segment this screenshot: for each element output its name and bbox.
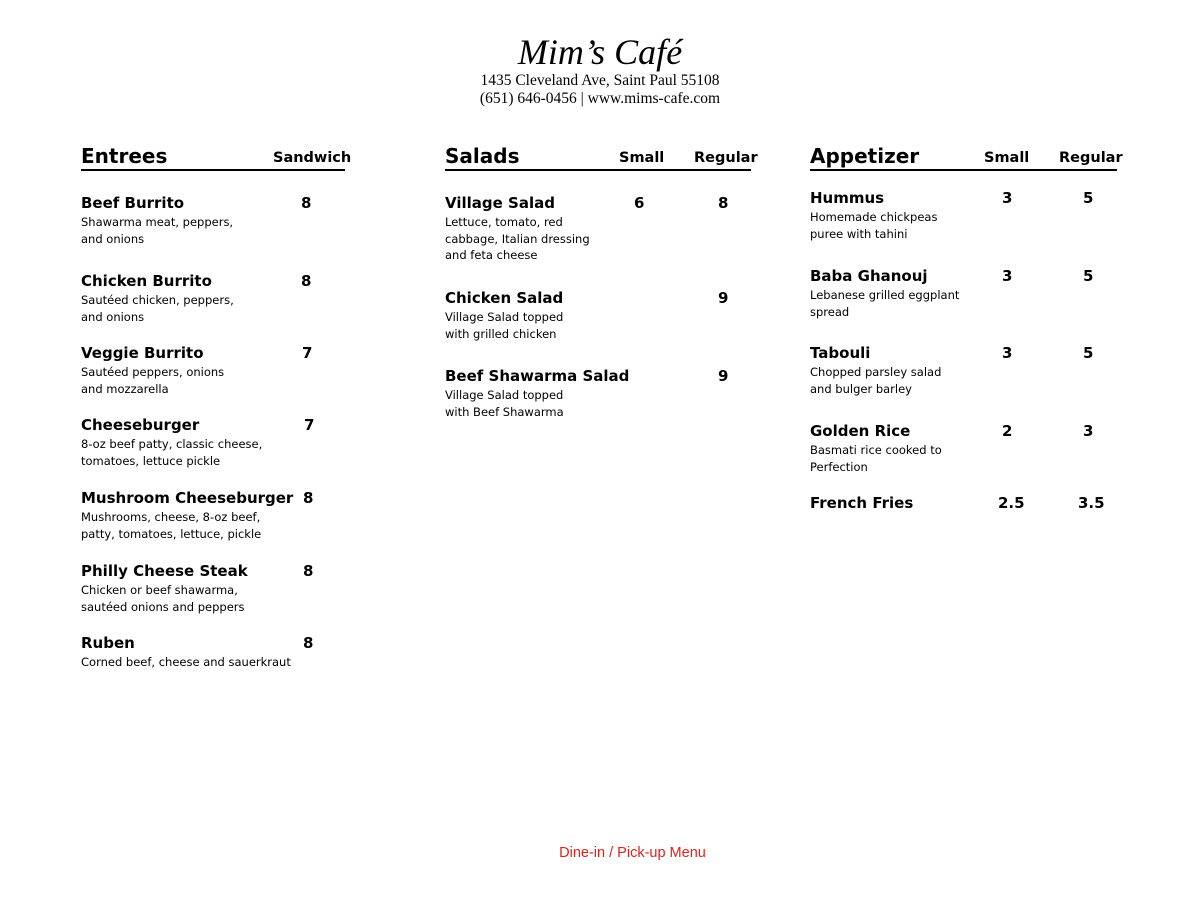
item-price-regular: 9 xyxy=(718,367,729,385)
small-price-label: Small xyxy=(984,150,1030,166)
salads-header xyxy=(445,144,758,171)
menu-item-golden-rice xyxy=(810,422,1120,475)
small-price-label: Small xyxy=(619,150,665,166)
item-price-small: 3 xyxy=(1002,344,1013,362)
menu-item-hummus xyxy=(810,189,1120,242)
regular-price-label: Regular xyxy=(694,150,758,166)
item-price: 8 xyxy=(303,562,314,580)
item-name: French Fries xyxy=(810,494,914,512)
entrees-header xyxy=(81,144,352,171)
item-name: Beef Shawarma Salad xyxy=(445,367,630,385)
menu-item-baba-ghanouj xyxy=(810,267,1120,320)
regular-price-label: Regular xyxy=(1059,150,1123,166)
item-description: Corned beef, cheese and sauerkraut xyxy=(81,655,291,669)
salads-title: Salads xyxy=(445,144,520,168)
item-name: Golden Rice xyxy=(810,422,911,440)
item-price-regular: 5 xyxy=(1083,344,1094,362)
item-price-small: 3 xyxy=(1002,189,1013,207)
item-description: Mushrooms, cheese, 8-oz beef, patty, tomatoes, lettuce, pickle xyxy=(81,510,262,541)
item-description: Chopped parsley salad and bulger barley xyxy=(810,365,942,396)
appetizer-title: Appetizer xyxy=(810,144,920,168)
item-name: Chicken Burrito xyxy=(81,272,212,290)
item-name: Tabouli xyxy=(810,344,871,362)
item-price-regular: 5 xyxy=(1083,267,1094,285)
item-price-regular: 3 xyxy=(1083,422,1094,440)
item-description: Sautéed peppers, onions and mozzarella xyxy=(81,365,225,396)
item-price-small: 2.5 xyxy=(998,494,1025,512)
item-description: Lettuce, tomato, red cabbage, Italian dressing and feta cheese xyxy=(445,215,590,262)
item-name: Beef Burrito xyxy=(81,194,185,212)
item-name: Cheeseburger xyxy=(81,416,200,434)
item-description: Village Salad topped with Beef Shawarma xyxy=(445,388,564,419)
entrees-section xyxy=(81,144,352,685)
item-price-regular: 5 xyxy=(1083,189,1094,207)
entrees-title: Entrees xyxy=(81,144,168,168)
item-price-small: 6 xyxy=(634,194,645,212)
item-price: 7 xyxy=(304,416,315,434)
menu-footer: Dine-in / Pick-up Menu xyxy=(559,845,706,861)
item-price-small: 3 xyxy=(1002,267,1013,285)
item-name: Chicken Salad xyxy=(445,289,564,307)
appetizer-header xyxy=(810,144,1123,171)
item-price-regular: 3.5 xyxy=(1078,494,1105,512)
item-name: Village Salad xyxy=(445,194,555,212)
item-price: 8 xyxy=(301,194,312,212)
item-description: Chicken or beef shawarma, sautéed onions and peppers xyxy=(81,583,245,614)
menu-item-beef-shawarma-salad xyxy=(445,367,755,420)
item-name: Ruben xyxy=(81,634,135,652)
menu-item-french-fries xyxy=(810,494,1120,512)
item-name: Mushroom Cheeseburger xyxy=(81,489,294,507)
item-name: Philly Cheese Steak xyxy=(81,562,248,580)
item-name: Veggie Burrito xyxy=(81,344,204,362)
salads-section xyxy=(445,144,758,435)
item-name: Hummus xyxy=(810,189,885,207)
item-price-small: 2 xyxy=(1002,422,1013,440)
item-price: 7 xyxy=(302,344,313,362)
cafe-address: 1435 Cleveland Ave, Saint Paul 55108 xyxy=(480,72,720,89)
menu-item-beef-burrito xyxy=(81,194,346,247)
menu-item-tabouli xyxy=(810,344,1120,397)
menu-item-cheeseburger xyxy=(81,416,346,469)
menu-item-chicken-burrito xyxy=(81,272,346,325)
item-description: Village Salad topped with grilled chicken xyxy=(445,310,564,341)
menu-header xyxy=(0,32,1200,108)
menu-item-veggie-burrito xyxy=(81,344,346,397)
item-price-regular: 9 xyxy=(718,289,729,307)
sandwich-price-label: Sandwich xyxy=(273,150,352,166)
item-description: Homemade chickpeas puree with tahini xyxy=(810,210,938,241)
item-price-regular: 8 xyxy=(718,194,729,212)
menu-item-philly-cheese-steak xyxy=(81,562,346,615)
item-description: 8-oz beef patty, classic cheese, tomatoes, lettuce pickle xyxy=(81,437,263,468)
appetizer-section xyxy=(810,144,1123,525)
item-description: Sautéed chicken, peppers, and onions xyxy=(81,293,234,324)
item-description: Basmati rice cooked to Perfection xyxy=(810,443,942,474)
item-name: Baba Ghanouj xyxy=(810,267,928,285)
cafe-contact: (651) 646-0456 | www.mims-cafe.com xyxy=(479,90,721,107)
item-description: Lebanese grilled eggplant spread xyxy=(810,288,960,319)
cafe-name: Mim’s Café xyxy=(517,32,683,72)
item-price: 8 xyxy=(301,272,312,290)
menu-item-ruben xyxy=(81,634,346,671)
menu-item-village-salad xyxy=(445,194,755,264)
item-price: 8 xyxy=(303,489,314,507)
item-price: 8 xyxy=(303,634,314,652)
menu-item-mushroom-cheeseburger xyxy=(81,489,346,542)
menu-item-chicken-salad xyxy=(445,289,755,342)
item-description: Shawarma meat, peppers, and onions xyxy=(81,215,234,246)
